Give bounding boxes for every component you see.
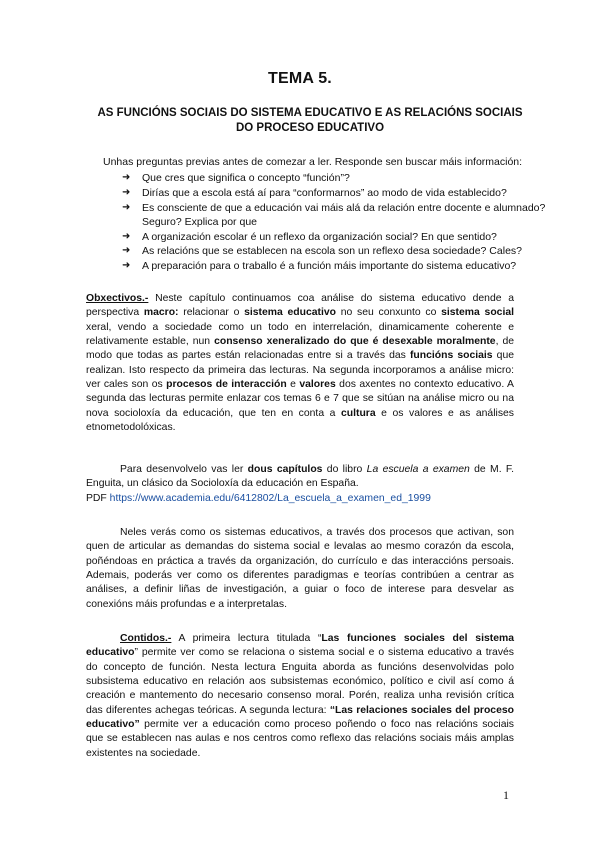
arrow-right-icon: ➜ bbox=[122, 245, 131, 257]
arrow-right-icon: ➜ bbox=[122, 186, 131, 198]
list-item bbox=[122, 259, 552, 273]
question-text: A preparación para o traballo é a función máis importante do sistema educativo? bbox=[142, 260, 517, 273]
list-item bbox=[122, 186, 552, 200]
list-item bbox=[122, 201, 552, 229]
arrow-right-icon: ➜ bbox=[122, 230, 131, 242]
contents-label: Contidos.- bbox=[120, 633, 172, 644]
questions-list bbox=[122, 171, 552, 274]
arrow-right-icon: ➜ bbox=[122, 172, 131, 183]
page-subtitle: AS FUNCIÓNS SOCIAIS DO SISTEMA EDUCATIVO E AS RELACIÓNS SOCIAIS DO PROCESO EDUCATIVO bbox=[97, 107, 523, 134]
question-text: Que cres que significa o concepto “función”? bbox=[142, 172, 350, 184]
objectives-label: Obxectivos.- bbox=[86, 293, 149, 304]
objectives-paragraph: Obxectivos.- Neste capítulo continuamos coa análise do sistema educativo dende a perspectiva macro: relacionar o sistema educativo no seu conxunto co sistema social xeral, vendo a sociedade como un todo en interrelación, dinamicamente coherente e relativamente estable, nun consenso xeneralizado do que é desexable moralmente, de modo que todas as partes están relacionadas entre si a través das funcións sociais que realizan. Isto respecto da primeira das lecturas. Na segunda incorporamos a análise micro: ver cales son os procesos de interacción e valores dos axentes no contexto educativo. A segunda das lecturas permite enlazar cos temas 6 e 7 que se sitúan na análise micro ou na nova socioloxía da educación, que ten en conta a cultura e os valores e as análises etnometodolóxicas. bbox=[86, 293, 514, 434]
pdf-link[interactable]: https://www.academia.edu/6412802/La_escuela_a_examen_ed_1999 bbox=[109, 492, 431, 504]
question-text: Dirías que a escola está aí para “conformarnos” ao modo de vida establecido? bbox=[142, 186, 507, 199]
list-item bbox=[122, 244, 552, 258]
list-item bbox=[122, 171, 552, 185]
question-text: A organización escolar é un reflexo da organización social? En que sentido? bbox=[142, 230, 497, 243]
reading-paragraph: Para desenvolvelo vas ler dous capítulos do libro La escuela a examen de M. F. Enguita, un clásico da Socioloxía da educación en España. PDF https://www.academia.edu/6412802/La_escuela_a_examen_ed_1999 bbox=[86, 464, 515, 504]
systems-paragraph: Neles verás como os sistemas educativos, a través dos procesos que activan, son quen de articular as demandas do sistema social e levalas ao mesmo corazón da escola, poñéndoas en práctica a través da organización, do currículo e das interaccións persoais. Ademais, poderás ver como os diferentes paradigmas e teorías contribúen a centrar as análises, a definir liñas de investigación, a guiar o foco de interese para desvelar as conexións máis profundas e a interpretalas. bbox=[86, 527, 514, 610]
list-item bbox=[122, 230, 552, 244]
arrow-right-icon: ➜ bbox=[122, 201, 131, 213]
arrow-right-icon: ➜ bbox=[122, 260, 131, 272]
contents-paragraph: Contidos.- A primeira lectura titulada “Las funciones sociales del sistema educativo” permite ver como se relaciona o sistema social e o sistema educativo a través do concepto de función. Nesta lectura Enguita aborda as funcións desenvolvidas polo subsistema educativo en relación aos subsistemas económico, político e civil así como á creación e mantemento do necesario consenso moral. Porén, realiza unha revisión crítica das diferentes achegas teóricas. A segunda lectura: “Las relaciones sociales del proceso educativo” permite ver a educación como proceso poñendo o foco nas relacións sociais que se establecen nas aulas e nos centros como reflexo das relacións sociais máis amplas existentes na sociedade. bbox=[86, 633, 514, 759]
book-title: La escuela a examen bbox=[366, 464, 470, 475]
question-text: As relacións que se establecen na escola son un reflexo desa sociedade? Cales? bbox=[142, 245, 522, 258]
page-title: TEMA 5. bbox=[268, 70, 332, 87]
intro-text: Unhas preguntas previas antes de comezar a ler. Responde sen buscar máis información: bbox=[103, 156, 523, 168]
page-number: 1 bbox=[503, 788, 509, 802]
question-text: Es consciente de que a educación vai máis alá da relación entre docente e alumnado? Seguro? Explica por que bbox=[142, 201, 546, 228]
